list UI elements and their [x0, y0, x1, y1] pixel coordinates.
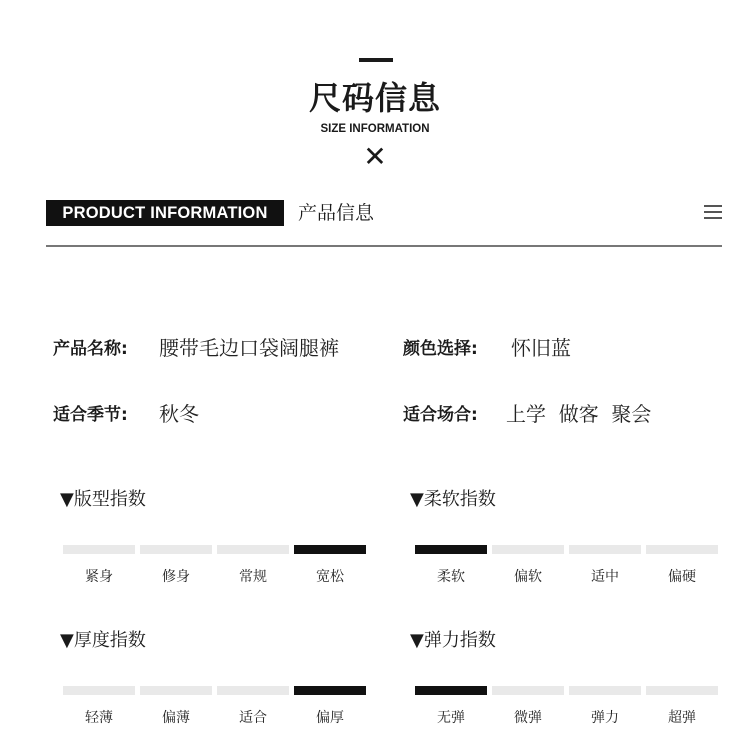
softness-scale-label: 偏软 [514, 569, 542, 585]
elasticity-scale-label: 无弹 [437, 710, 465, 726]
softness-scale-segment [569, 545, 641, 554]
thickness-scale-segment [217, 686, 289, 695]
product-name-label: 产品名称: [53, 339, 128, 359]
fit-scale-segment [140, 545, 212, 554]
page-subtitle: SIZE INFORMATION [320, 123, 430, 135]
title-dash [359, 58, 393, 62]
occasion-label: 适合场合: [403, 405, 478, 425]
product-name-value: 腰带毛边口袋阔腿裤 [159, 336, 339, 360]
color-label: 颜色选择: [403, 339, 478, 359]
elasticity-scale-segment [646, 686, 718, 695]
season-label: 适合季节: [53, 405, 128, 425]
elasticity-scale-label: 弹力 [591, 710, 619, 726]
color-value: 怀旧蓝 [511, 336, 571, 360]
thickness-scale-label: 偏薄 [162, 710, 190, 726]
thickness-index-title: ▼厚度指数 [60, 630, 146, 651]
page-title: 尺码信息 [308, 79, 441, 117]
elasticity-index [410, 629, 724, 739]
season-value: 秋冬 [159, 402, 199, 426]
elasticity-scale-segment [569, 686, 641, 695]
fit-scale-segment [63, 545, 135, 554]
fit-index-title: ▼版型指数 [60, 489, 146, 510]
softness-scale-label: 适中 [591, 569, 619, 585]
section-title-cn: 产品信息 [298, 202, 375, 224]
fit-scale-label: 常规 [239, 569, 267, 585]
fit-scale-label: 宽松 [316, 569, 344, 585]
cross-icon: ✕ [363, 140, 387, 173]
thickness-scale-label: 适合 [239, 710, 267, 726]
softness-index [410, 488, 724, 598]
thickness-scale-segment [294, 686, 366, 695]
softness-scale-segment [415, 545, 487, 554]
fit-scale-label: 修身 [162, 569, 190, 585]
softness-index-title: ▼柔软指数 [410, 489, 496, 510]
section-divider [46, 245, 722, 247]
thickness-scale-segment [140, 686, 212, 695]
thickness-scale-label: 偏厚 [316, 710, 344, 726]
fit-index [62, 488, 372, 598]
thickness-scale-label: 轻薄 [85, 710, 113, 726]
elasticity-scale-label: 微弹 [514, 710, 542, 726]
fit-scale-segment [294, 545, 366, 554]
section-badge-en: PRODUCT INFORMATION [46, 200, 284, 226]
elasticity-index-title: ▼弹力指数 [410, 630, 496, 651]
occasion-value: 上学 做客 聚会 [506, 402, 652, 426]
elasticity-scale-label: 超弹 [668, 710, 696, 726]
menu-icon[interactable] [704, 205, 722, 220]
elasticity-scale-segment [492, 686, 564, 695]
thickness-index [62, 629, 372, 739]
fit-scale-segment [217, 545, 289, 554]
elasticity-scale-segment [415, 686, 487, 695]
softness-scale-segment [492, 545, 564, 554]
thickness-scale-segment [63, 686, 135, 695]
fit-scale-label: 紧身 [85, 569, 113, 585]
softness-scale-segment [646, 545, 718, 554]
softness-scale-label: 柔软 [437, 569, 465, 585]
softness-scale-label: 偏硬 [668, 569, 696, 585]
